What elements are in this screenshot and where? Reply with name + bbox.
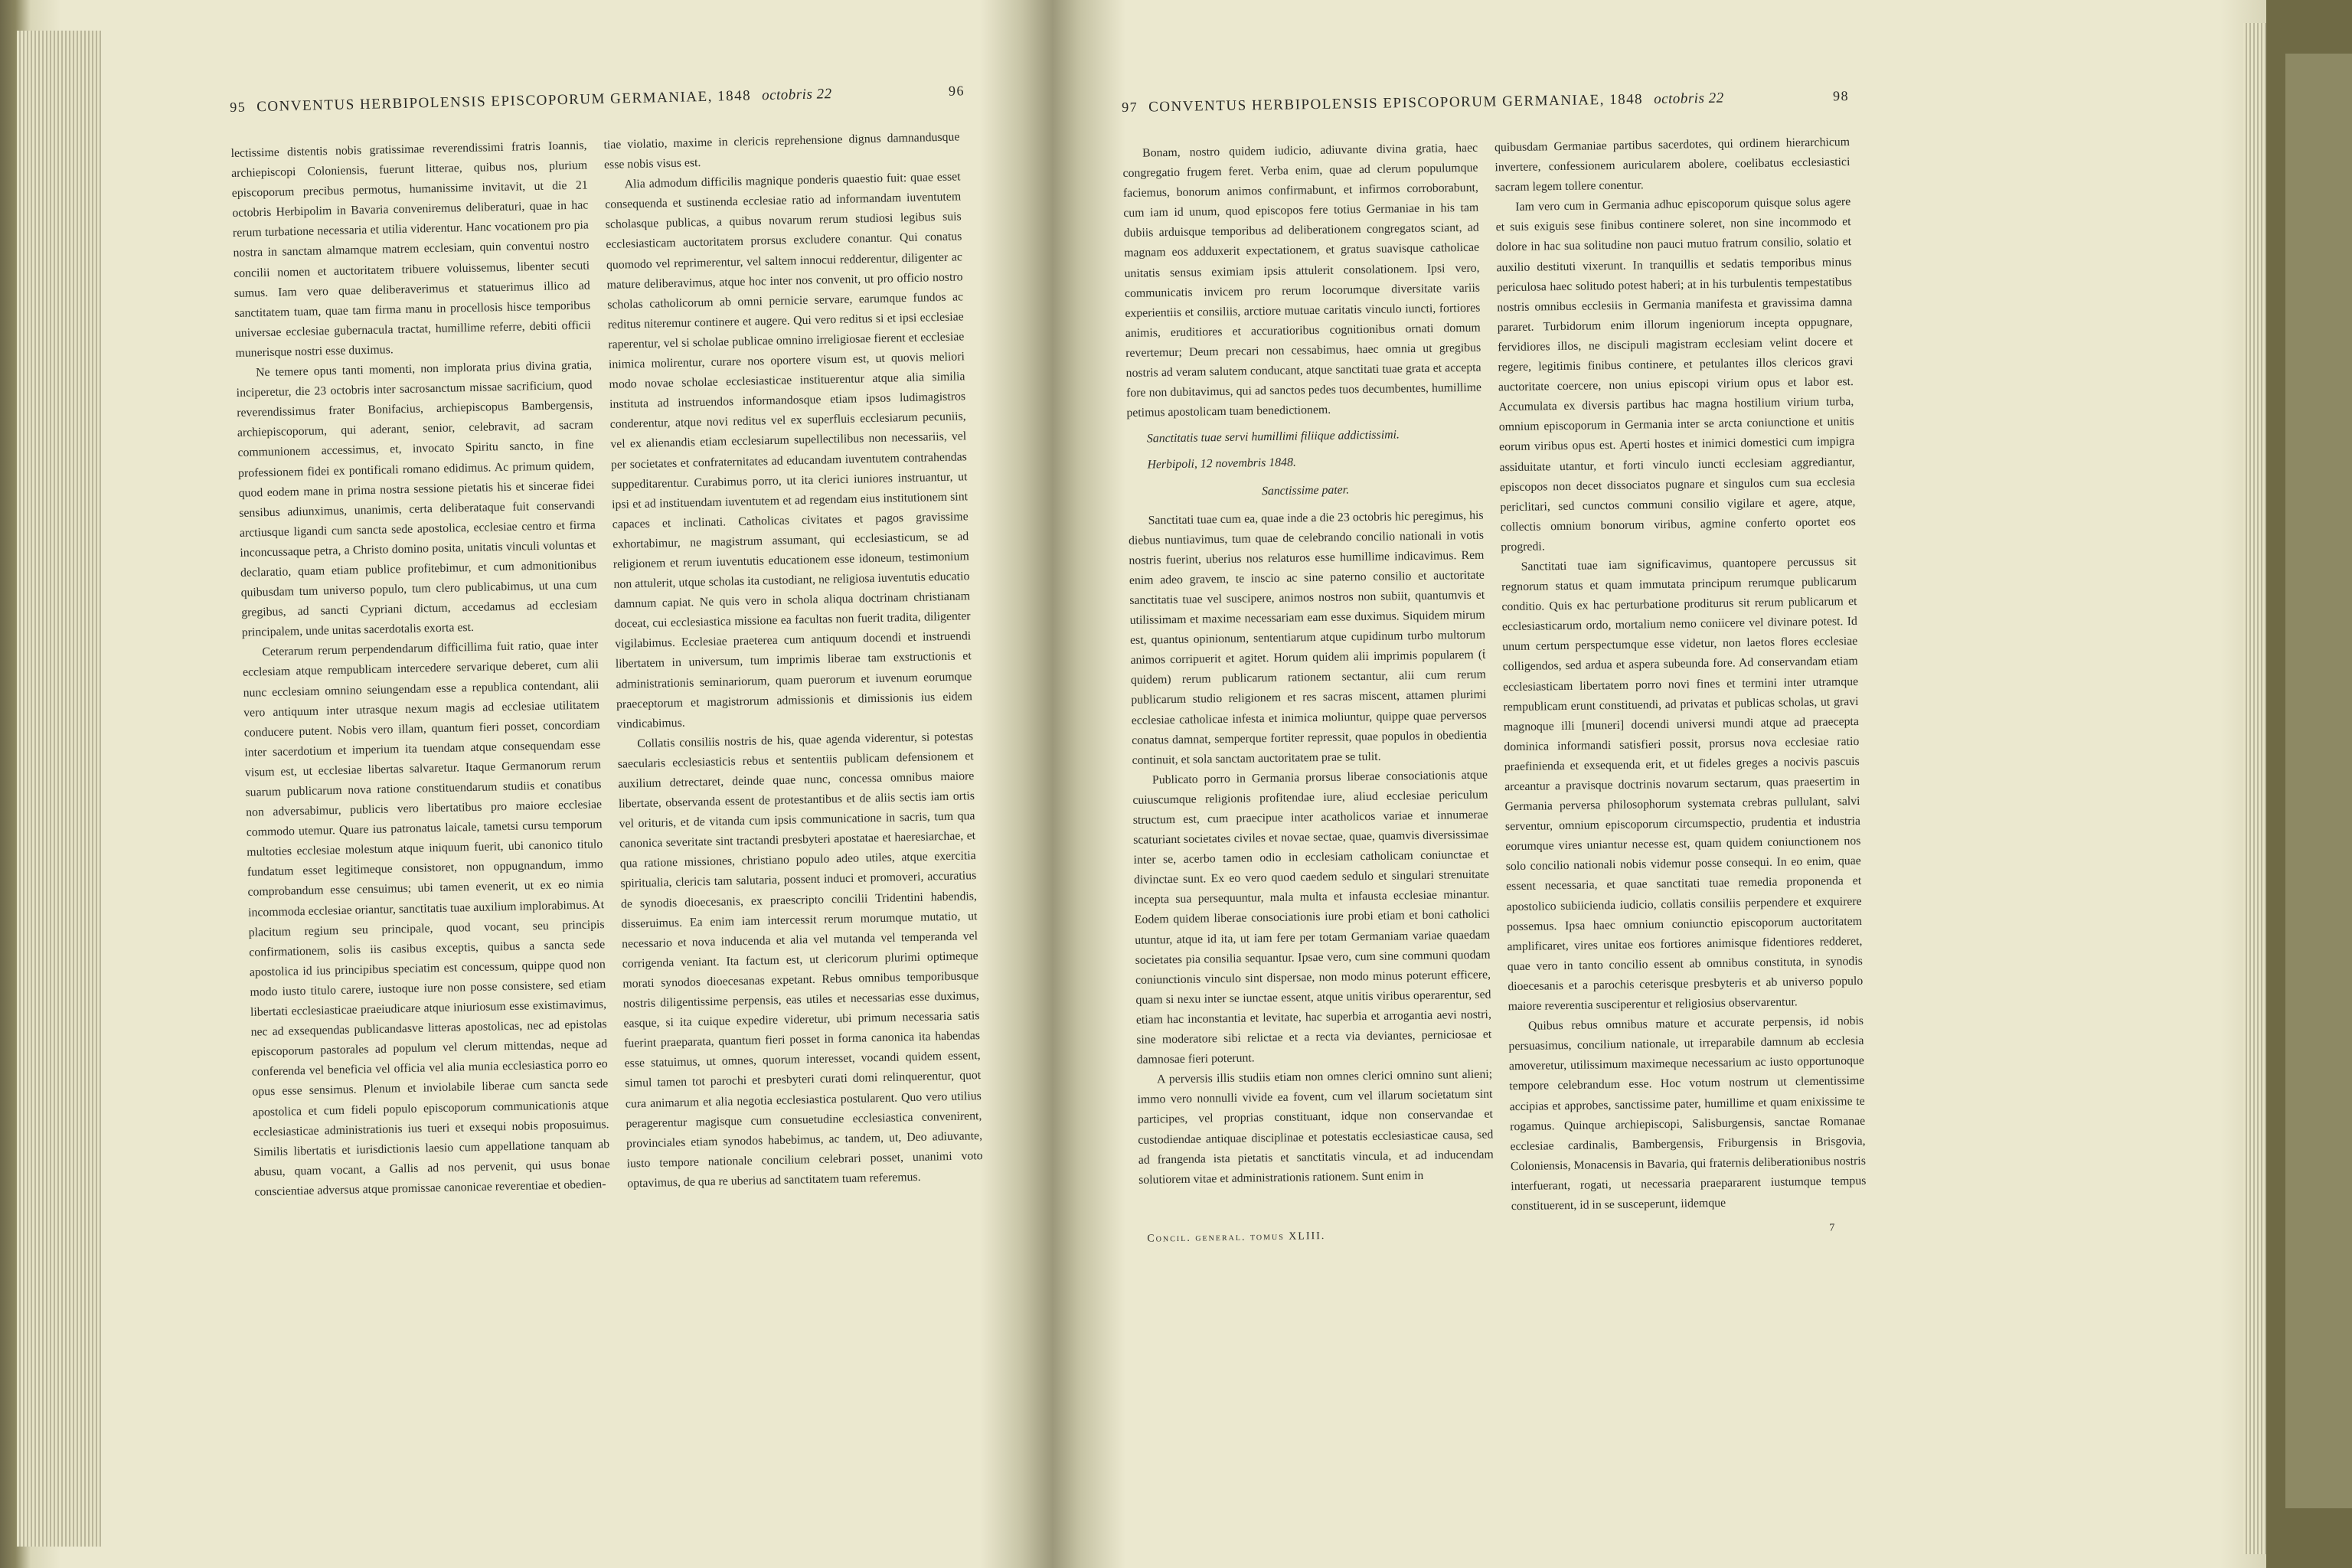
page-number: 97: [1122, 99, 1138, 115]
right-page: [1122, 88, 1867, 1246]
paragraph: Sanctitati tuae iam significavimus, quantopere percussus sit regnorum status et quam immutata principum rerumque publicarum conditio. Quis ex hac perturbatione proditurus sit rerum publicarum et ecclesiasticarum ordo, mortalium nemo coniicere vel divinare potest. Id unum certum perspectumque esse videtur, non laetos flores ecclesiae colligendos, sed ardua et aspera subeunda fore. Ad conservandam etiam ecclesiasticam libertatem porro novi fines et termini inter utramque rempublicam erunt constituendi, ad privatas et publicas scholas, ut gravi magnoque illi [muneri] docendi universi mundi atque ad praecepta dominica informandi satisfieri possit, prorsus nova ecclesiae ratio praefinienda et exsequenda erit, et ut fideles greges a nocivis pascuis arceantur a pravisque doctrinis novarum sectarum, quas praesertim in Germania perversa philosophorum systemata crebras pullulant, salvi serventur, omnium episcoporum circumspectio, prudentia et industria eorumque vires uniantur necesse est, quam quidem coniunctionem nos solo concilio nationali nobis videmur posse consequi. In eo enim, quae essent necessaria, et quae sanctitati tuae remedia proponenda et apostolico subiicienda iudicio, collatis consiliis perpendere et exquirere possemus. Ipsa haec omnium coniunctio episcoporum auctoritatem amplificaret, vires unitae eos fortiores animisque fidentiores redderet, quae vero in tanto concilio essent ab omnibus constituta, in synodis dioecesanis et a parochis ceterisque presbyteris et ab universo populo maiore reverentia susciperentur et religiosius observarentur.: [1501, 554, 1864, 1014]
running-title: CONVENTUS HERBIPOLENSIS EPISCOPORUM GERMANIAE, 1848: [1148, 91, 1644, 116]
paragraph: Ceterarum rerum perpendendarum difficillima fuit ratio, quae inter ecclesiam atque rempublicam intercedere servarique deberet, cum alii nunc ecclesiam omnino seiungendam esse a republica contendant, alii vero antiquum inter utrasque nexum magis ad ecclesiae utilitatem conducere putent. Nobis vero illam, quantum fieri posset, concordiam inter sacerdotium et imperium ita tuendam atque consequendam esse visum est, ut ecclesiae libertas salvaretur. Itaque Germanorum rerum suarum publicarum nova ratione constituendarum studiis et conatibus non adversabimur, publicis vero libertatibus pro maiore ecclesiae commodo utemur. Quare ius patronatus laicale, tametsi cursu temporum multoties ecclesiae molestum atque iniquum fuerit, ubi canonico titulo fundatum esset legitimeque consistoret, non oppugnandum, immo comprobandum esse censuimus; ubi tamen evenerit, ut ex eo nimia incommoda ecclesiae oriantur, sanctitatis tuae auxilium implorabimus. At placitum regium seu principale, quod vocant, seu principis confirmationem, solis iis casibus exceptis, quibus a sancta sede apostolica id ius principibus speciatim est concessum, quippe quod non modo iusto titulo carere, iustoque iure non posse consistere, sed etiam libertati ecclesiasticae praeiudicare atque iniuriosum esse existimavimus, nec ad exsequendas publicandasve litteras apostolicas, nec ad epistolas episcoporum pastorales ad populum vel clerum mittendas, neque ad conferenda vel beneficia vel officia vel alia munia ecclesiastica porro eo opus esse sensimus. Plenum et inviolabile liberae cum sancta sede apostolica et cum fideli populo episcoporum communicationis atque ecclesiasticae administrationis ius tueri et exsequi nobis proposuimus. Similis libertatis et iurisdictionis laesio cum appellatione tanquam ab abusu, quam vocant, a Gallis ad nos pervenit, qui usus bonae conscientiae adversus atque promissae canonicae reverentiae et obedien-: [242, 638, 610, 1199]
paragraph: Quibus rebus omnibus mature et accurate perpensis, id nobis persuasimus, concilium nationale, ut irreparabile damnum ab ecclesia amoveretur, utilissimum maximeque necessarium ac iusto opportunoque tempore celebrandum esse. Hoc votum nostrum ut clementissime accipias et approbes, sanctissime pater, humillime et quam enixissime te rogamus. Quinque archiepiscopi, Salisburgensis, sanctae Romanae ecclesiae cardinalis, Bambergensis, Friburgensis in Brisgovia, Coloniensis, Monacensis in Bavaria, qui fraternis deliberationibus nostris interfuerant, rogati, ut necessaria praepararent iustumque tempus constituerent, id in se susceperunt, iidemque: [1508, 1014, 1867, 1214]
text-column: [603, 127, 983, 1194]
text-column: [1494, 132, 1867, 1217]
paragraph: Publicato porro in Germania prorsus liberae consociationis atque cuiuscumque religionis profitendae iure, aliud ecclesiae periculum structum est, cum praecipue inter acatholicos variae et innumerae scaturiant societates civiles et novae sectae, quae, quamvis diversissimae inter se, acerbo tamen odio in ecclesiam catholicam coniunctae et divinctae sunt. Ex eo vero quod caedem sedulo et singulari strenuitate incepta sua persequuntur, mala multa et infausta ecclesiae minantur. Eodem quidem liberae consociationis iure probi etiam et boni catholici utuntur, atque id ita, ut iam fere per totam Germaniam variae quaedam societates pia consilia sequantur. Ipsae vero, cum sine communi quodam coniunctionis vinculo sint dispersae, non modo minus poterunt efficere, quam si nexu inter se iunctae essent, atque unitis viribus operarentur, sed etiam hac inconstantia et levitate, hac superbia et arrogantia aevi nostri, sine moderatore sibi relictae et a recta via deviantes, perniciosae et damnosae fieri poterunt.: [1132, 768, 1492, 1067]
signature-line: Sanctitatis tuae servi humillimi filiique addictissimi.: [1146, 428, 1400, 446]
running-date: octobris 22: [1653, 90, 1724, 108]
running-title: CONVENTUS HERBIPOLENSIS EPISCOPORUM GERMANIAE, 1848: [256, 87, 752, 116]
place-date-line: Herbipoli, 12 novembris 1848.: [1147, 456, 1297, 472]
text-column: [1122, 139, 1494, 1223]
paragraph: Alia admodum difficilis magnique ponderis quaestio fuit: quae esset consequenda et sustinenda ecclesiae ratio ad informandam iuventutem scholasque publicas, a quibus novarum rerum studiosi legibus suis ecclesiasticam auctoritatem prorsus excludere conantur. Qui conatus quomodo vel reprimerentur, vel saltem innocui redderentur, diligenter ac mature deliberavimus, atque hoc inter nos convenit, ut pro officio nostro scholas catholicorum ab omni pernicie servare, earumque fundos ac reditus niteremur continere et augere. Qui vero reditus si et ipsi ecclesiae raperentur, vel si scholae publicae omnino irreligiosae fierent et ecclesiae inimica molirentur, curare nos oportere visum est, ut quovis meliori modo novae scholae ecclesiasticae instituerentur atque alia similia instituta ad instruendos informandosque etiam ipsos ludimagistros conderentur, atque novi reditus vel ex superfluis ecclesiarum pecuniis, vel ex alienandis etiam ecclesiarum supellectilibus non necessariis, vel per societates et confraternitates ad educandam iuventutem contrahendas suppeditarentur. Curabimus porro, ut ita clerici iuniores instruantur, ut ipsi et ad instituendam iuventutem et ad regendam eius institutionem sint capaces et inclinati. Catholicas civitates et pagos gravissime exhortabimur, ne magistrum assumant, qui ecclesiasticum, se ad religionem et rerum iuventutis educationem esse idoneum, testimonium non attulerit, utque scholas ita custodiant, ne religiosa iuventutis educatio damnum capiat. Ne quis vero in schola aliqua doctrinam christianam doceat, cui ecclesiastica missione ea facultas non fuerit tradita, diligenter vigilabimus. Ecclesiae praeterea cum antiquum docendi et instruendi libertatem in universum, tum imprimis liberae tam exstructionis et administrationis seminariorum, quam puerorum et iuvenum eorumque praeceptorum et magistrorum admissionis et dimissionis ius eidem vindicabimus.: [605, 170, 973, 731]
page-number: 96: [948, 83, 965, 99]
paragraph: Sanctitati tuae cum ea, quae inde a die 23 octobris hic peregimus, his diebus nuntiavimus, tum quae de celebrando concilio nationali in votis nostris fuerint, uberius nos relaturos esse humillime indicavimus. Rem enim adeo gravem, te inscio ac sine paterno consilio et auctoritate sanctitatis tuae vel suscipere, animos nostros non subiit, quantumvis et utilissimam et maxime necessariam eam esse duximus. Siquidem mirum est, quantus opinionum, sententiarum atque cupidinum turbo multorum animos corripuerit et agitet. Horum quidem alii imprimis popularem (ṫ quidem) rerum publicarum rationem sectantur, alii cum rerum publicarum studio religionem et res sacras miscent, attamen plurimi ecclesiae catholicae infesta et inimica moliuntur, quippe quae perversos conatus damnat, semperque fortiter repressit, quae populos in obedientia continuit, et sola sanctam auctoritatem prae se tulit.: [1128, 508, 1488, 767]
left-page-edges: [17, 31, 101, 1547]
paragraph: Ne temere opus tanti momenti, non implorata prius divina gratia, inciperetur, die 23 octobris inter sacrosanctum missae sacrificium, quod reverendissimus frater Bonifacius, archiepiscopus Bambergensis, archiepiscoporum, qui aderant, senior, celebravit, ad sacram communionem accessimus, et, invocato Spiritu sancto, in fine professionem fidei ex pontificali romano edidimus. Ac primum quidem, quod eodem mane in prima nostra sessione pietatis his et sincerae fidei sensibus adiunximus, unanimis, certa deliberataque fuit conservandi arctiusque ligandi cum sancta sede apostolica, ecclesiae centro et firma inconcussaque petra, a Christo domino posita, unitatis vinculi voluntas et declaratio, quam etiam publice profitebimur, et cum admonitionibus quibusdam tum universo populo, tum clero publicabimus, ut una cum gregibus, ad sancti Cypriani dictum, accedamus ad ecclesiam principalem, unde unitas sacerdotalis exorta est.: [236, 358, 598, 640]
left-page: [230, 83, 989, 1202]
salutation: Sanctissime pater.: [1261, 482, 1350, 498]
paragraph: Iam vero cum in Germania adhuc episcoporum quisque solus agere et suis exiguis sese finibus continere soleret, non sine incommodo et dolore in hac sua solitudine non pauci mutuo fratrum consilio, solatio et auxilio destituti vixerunt. In tranquillis et sedatis temporibus minus periculosa haec solitudo potest haberi; at in his turbulentis tempestatibus nostris omnibus ecclesiis in Germania manifesta et gravissima damna pararet. Turbidorum enim illorum ingeniorum incepta oppugnare, fervidiores illos, ne discipuli magistram ecclesiam velint docere et regere, legitimis finibus continere, et petulantes illos clericos gravi auctoritate coercere, non unius episcopi virium opus et labor est. Accumulata ex diversis partibus hac magna hostilium virium turba, omnium episcoporum in Germania inter se arcta coniunctione et unitis eorum viribus opus est. Aperti hostes et inimici domestici cum impigra assiduitate utantur, et forti vinculo iuncti ecclesiam aggrediantur, episcopos non decet dissociatos pugnare et singulos cum sua ecclesia periclitari, sed cunctos communi consilio vigilare et agere, atque, collectis omnium bonorum viribus, agmine conferto oportet eos progredi.: [1495, 195, 1856, 554]
paragraph: Collatis consiliis nostris de his, quae agenda viderentur, si potestas saecularis ecclesiasticis rebus et sententiis publicam defensionem et auxilium detrectaret, deinde quae nunc, concessa omnibus maiore libertate, observanda essent de protestantibus et de aliis sectis iam ortis vel orituris, et de vitanda cum ipsis communicatione in sacris, tum qua canonica severitate sint tractandi presbyteri apostatae et haeresiarchae, et qua ratione missiones, christiano populo adeo utiles, atque exercitia spiritualia, clericis tam salutaria, possent induci et promoveri, accuratius de synodis dioecesanis, ex praescripto concilii Tridentini habendis, disseruimus. Ea enim iam intercessit rerum morumque mutatio, ut necessario et nova inducenda et alia vel mutanda vel temperanda vel corrigenda veniant. Ita factum est, ut clericorum plurimi optimeque morati synodos dioecesanas expetant. Rebus omnibus temporibusque nostris diligentissime perpensis, eas utiles et necessarias esse duximus, easque, si ita cuique expedire videretur, ubi primum necessaria satis fuerint praeparata, quantum fieri posset in forma canonica ita habendas esse statuimus, ut omnes, quorum interesset, vocandi quidem essent, simul tamen tot parochi et presbyteri curati domi relinquerentur, quot cura animarum et alia negotia ecclesiastica postularent. Quo vero utilius peragerentur magisque cum consuetudine ecclesiastica convenirent, provinciales etiam synodos habebimus, ac tandem, ut, Deo adiuvante, iusto tempore nationale concilium celebrari posset, unanimi voto optavimus, de qua re uberius ad sanctitatem tuam referemus.: [617, 729, 983, 1191]
paragraph: A perversis illis studiis etiam non omnes clerici omnino sunt alieni; immo vero nonnulli vivide ea fovent, cum vel illarum societatum sint participes, vel proprias constituant, idque non conservandae et custodiendae antiquae disciplinae et potestatis ecclesiasticae causa, sed ad frangenda ista pietatis et sanctitatis vincula, et ad inducendam solutiorem vitae et administrationis rationem. Sunt enim in: [1137, 1067, 1494, 1187]
text-column: [230, 136, 610, 1202]
page-number: 98: [1832, 88, 1850, 104]
paragraph: lectissime distentis nobis gratissimae reverendissimi fratris Ioannis, archiepiscopi Coloniensis, fuerunt litterae, quibus nos, plurium episcoporum precibus permotus, humanissime invitavit, ut die 21 octobris Herbipolim in Bavaria conveniremus deliberaturi, quae in hac rerum turbatione necessaria et utilia viderentur. Hanc vocationem pro pia nostra in sanctam almamque matrem ecclesiam, quin conventui nostro concilii nomen et auctoritatem tribuere voluissemus, libenter secuti sumus. Iam vero quae deliberaverimus et statuerimus illico ad sanctitatem tuam, quae tam firma manu in procellosis hisce temporibus universae ecclesiae gubernacula tractat, humillime referre, debiti officii munerisque nostri esse duximus.: [230, 139, 592, 360]
gathering-number: 7: [1829, 1222, 1837, 1234]
book-cover-inner: [2285, 54, 2352, 1508]
paragraph: Bonam, nostro quidem iudicio, adiuvante divina gratia, haec congregatio frugem feret. Verba enim, quae ad clerum populumque faciemus, bonorum animos confirmabunt, et infirmos corroborabunt, cum iam id unum, quod episcopos fere totius Germaniae in his tam dubiis arduisque temporibus ad deliberationem congregatos sciant, ad magnam eos adduxerit expectationem, et gratus suavisque catholicae unitatis sensus eximiam ipsis attulerit consolationem. Ipsi vero, communicatis invicem pro rerum locorumque diversitate variis experientiis et consiliis, arctiore mutuae caritatis vinculo iuncti, fortiores animis, eruditiores et accuratioribus cognitionibus ornati domum revertemur; Deum precari non cessabimus, haec omnia ut gregibus nostris ad veram salutem conducant, atque sanctitati tuae grata et accepta fore non dubitavimus, qui ad sanctos pedes tuos decumbentes, humillime petimus apostolicam tuam benedictionem.: [1122, 141, 1482, 420]
running-date: octobris 22: [761, 86, 832, 104]
paragraph: tiae violatio, maxime in clericis reprehensione dignus damnandusque esse nobis visus est.: [603, 130, 960, 172]
signature-mark: Concil. general. tomus XLIII.: [1147, 1230, 1326, 1245]
paragraph: quibusdam Germaniae partibus sacerdotes, qui ordinem hierarchicum invertere, confessionem auricularem abolere, coelibatus ecclesiastici sacram legem tollere conentur.: [1494, 136, 1851, 194]
page-number: 95: [230, 99, 247, 115]
